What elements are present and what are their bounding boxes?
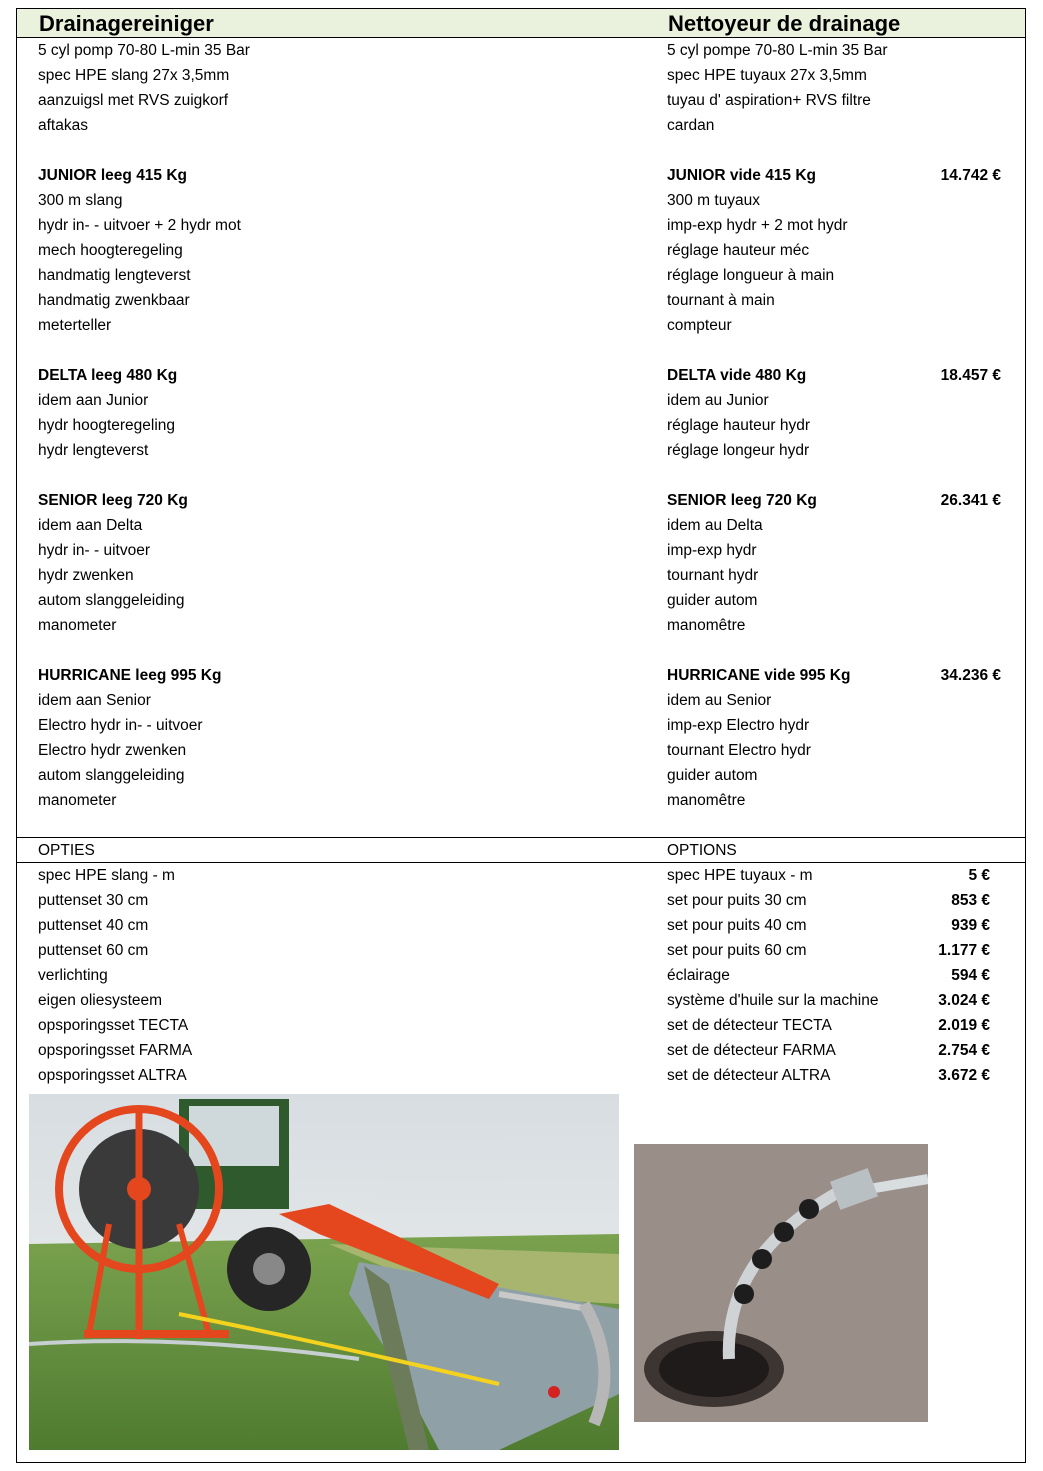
model-feature-nl: manometer: [38, 617, 117, 634]
model-feature-nl: autom slanggeleiding: [38, 592, 185, 609]
model-feature-nl: Electro hydr in- - uitvoer: [38, 717, 203, 734]
model-feature-nl: handmatig zwenkbaar: [38, 292, 190, 309]
option-fr: spec HPE tuyaux - m: [667, 867, 813, 884]
fr-title: Nettoyeur de drainage: [668, 11, 901, 36]
model-feature-nl: hydr hoogteregeling: [38, 417, 176, 434]
model-price: 18.457 €: [940, 367, 1001, 384]
model-price: 34.236 €: [940, 667, 1001, 684]
option-price: 939 €: [951, 917, 990, 934]
model-feature-nl: mech hoogteregeling: [38, 242, 183, 259]
model-feature-nl: 300 m slang: [38, 192, 123, 209]
option-price: 2.754 €: [938, 1042, 990, 1059]
model-price: 14.742 €: [940, 167, 1001, 184]
model-feature-nl: idem aan Junior: [38, 392, 149, 409]
model-feature-nl: hydr in- - uitvoer + 2 hydr mot: [38, 217, 241, 234]
model-feature-fr: manomêtre: [667, 617, 746, 634]
model-feature-nl: hydr in- - uitvoer: [38, 542, 150, 559]
price-sheet: [16, 8, 1026, 1463]
option-price: 853 €: [951, 892, 990, 909]
model-feature-fr: tournant Electro hydr: [667, 742, 811, 759]
model-feature-nl: handmatig lengteverst: [38, 267, 191, 284]
intro-nl-line: aftakas: [38, 117, 88, 134]
manhole-photo: [634, 1144, 928, 1422]
nl-title: Drainagereiniger: [39, 11, 214, 36]
model-feature-fr: réglage longeur hydr: [667, 442, 810, 459]
model-feature-nl: manometer: [38, 792, 117, 809]
model-title-nl: SENIOR leeg 720 Kg: [38, 492, 188, 509]
option-price: 2.019 €: [938, 1017, 990, 1034]
model-title-fr: DELTA vide 480 Kg: [667, 367, 807, 384]
intro-nl-line: 5 cyl pomp 70-80 L-min 35 Bar: [38, 42, 250, 59]
option-nl: opsporingsset ALTRA: [38, 1067, 187, 1084]
model-feature-fr: tournant à main: [667, 292, 775, 309]
model-title-nl: JUNIOR leeg 415 Kg: [38, 167, 188, 184]
options-divider-top: [17, 837, 1025, 838]
option-nl: verlichting: [38, 967, 108, 984]
option-fr: éclairage: [667, 967, 730, 984]
machine-photo: [29, 1094, 619, 1450]
manhole-photo-graphic: [634, 1144, 928, 1422]
option-fr: set de détecteur FARMA: [667, 1042, 836, 1059]
model-feature-fr: 300 m tuyaux: [667, 192, 761, 209]
option-price: 3.024 €: [938, 992, 990, 1009]
intro-fr-line: 5 cyl pompe 70-80 L-min 35 Bar: [667, 42, 888, 59]
model-feature-nl: autom slanggeleiding: [38, 767, 185, 784]
intro-fr-line: tuyau d' aspiration+ RVS filtre: [667, 92, 871, 109]
model-feature-fr: idem au Senior: [667, 692, 772, 709]
option-fr: set de détecteur ALTRA: [667, 1067, 831, 1084]
machine-photo-graphic: [29, 1094, 619, 1450]
option-nl: spec HPE slang - m: [38, 867, 175, 884]
model-feature-fr: imp-exp hydr + 2 mot hydr: [667, 217, 848, 234]
options-divider-bottom: [17, 862, 1025, 863]
header-bar: [17, 9, 1025, 38]
option-nl: opsporingsset FARMA: [38, 1042, 193, 1059]
model-title-fr: SENIOR leeg 720 Kg: [667, 492, 817, 509]
model-feature-fr: guider autom: [667, 767, 758, 784]
option-fr: set pour puits 40 cm: [667, 917, 807, 934]
model-feature-nl: idem aan Senior: [38, 692, 151, 709]
option-fr: set pour puits 60 cm: [667, 942, 807, 959]
model-title-nl: HURRICANE leeg 995 Kg: [38, 667, 222, 684]
option-fr: set de détecteur TECTA: [667, 1017, 832, 1034]
option-nl: opsporingsset TECTA: [38, 1017, 189, 1034]
model-feature-fr: réglage longueur à main: [667, 267, 835, 284]
model-feature-fr: réglage hauteur hydr: [667, 417, 811, 434]
model-feature-fr: tournant hydr: [667, 567, 759, 584]
intro-fr-line: spec HPE tuyaux 27x 3,5mm: [667, 67, 867, 84]
intro-nl-line: aanzuigsl met RVS zuigkorf: [38, 92, 229, 109]
model-feature-fr: manomêtre: [667, 792, 746, 809]
model-title-fr: JUNIOR vide 415 Kg: [667, 167, 817, 184]
option-nl: puttenset 30 cm: [38, 892, 149, 909]
model-feature-fr: idem au Delta: [667, 517, 763, 534]
options-title-fr: OPTIONS: [667, 842, 737, 859]
options-title-nl: OPTIES: [38, 842, 95, 859]
model-price: 26.341 €: [940, 492, 1001, 509]
option-fr: set pour puits 30 cm: [667, 892, 807, 909]
model-feature-fr: imp-exp hydr: [667, 542, 757, 559]
option-price: 1.177 €: [938, 942, 990, 959]
option-nl: puttenset 60 cm: [38, 942, 149, 959]
option-fr: système d'huile sur la machine: [667, 992, 879, 1009]
model-feature-nl: hydr zwenken: [38, 567, 134, 584]
model-feature-fr: imp-exp Electro hydr: [667, 717, 810, 734]
option-price: 594 €: [951, 967, 990, 984]
model-feature-nl: idem aan Delta: [38, 517, 143, 534]
option-nl: puttenset 40 cm: [38, 917, 149, 934]
model-feature-nl: Electro hydr zwenken: [38, 742, 187, 759]
model-feature-fr: guider autom: [667, 592, 758, 609]
option-price: 5 €: [968, 867, 990, 884]
model-feature-fr: idem au Junior: [667, 392, 769, 409]
model-feature-fr: réglage hauteur méc: [667, 242, 810, 259]
option-price: 3.672 €: [938, 1067, 990, 1084]
model-feature-nl: meterteller: [38, 317, 112, 334]
intro-fr-line: cardan: [667, 117, 715, 134]
model-feature-fr: compteur: [667, 317, 732, 334]
model-feature-nl: hydr lengteverst: [38, 442, 149, 459]
model-title-nl: DELTA leeg 480 Kg: [38, 367, 178, 384]
intro-nl-line: spec HPE slang 27x 3,5mm: [38, 67, 230, 84]
model-title-fr: HURRICANE vide 995 Kg: [667, 667, 851, 684]
option-nl: eigen oliesysteem: [38, 992, 163, 1009]
